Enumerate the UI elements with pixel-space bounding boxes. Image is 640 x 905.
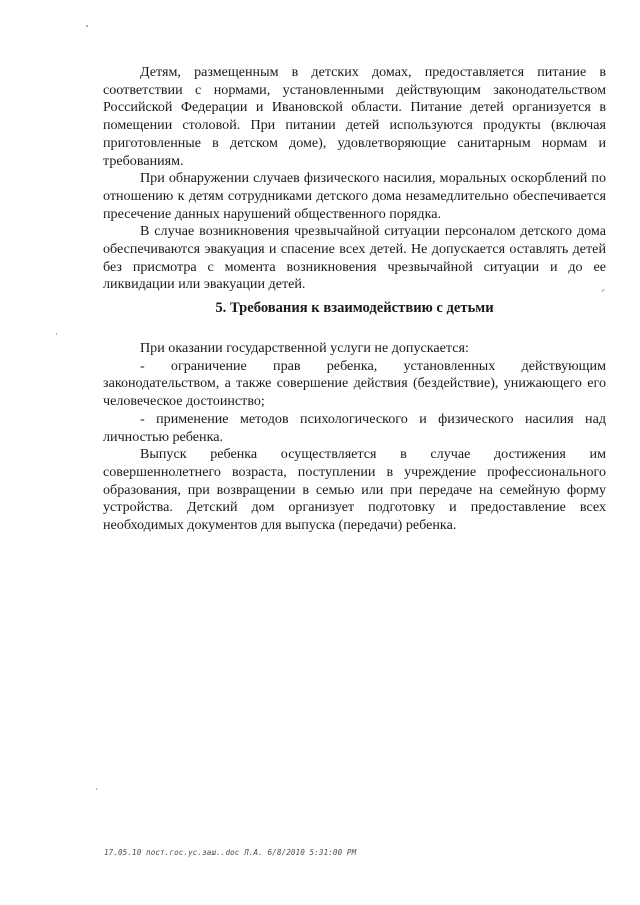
scan-speck xyxy=(56,333,57,335)
list-item-violence: - применение методов психологического и физического насилия над личностью ребенка. xyxy=(103,410,606,445)
scan-speck xyxy=(96,788,97,790)
section-body xyxy=(103,340,606,535)
paragraph-release: Выпуск ребенка осуществляется в случае достижения им совершеннолетнего возраста, поступлении в учреждение профессионального образования, при возвращении в семью или при передаче на семейную форму устройства. Детский дом организует подготовку и предоставление всех необходимых документов для выпуска (передачи) ребенка. xyxy=(103,446,606,534)
top-paragraphs xyxy=(103,64,606,294)
scan-speck xyxy=(86,25,88,27)
paragraph-nutrition: Детям, размещенным в детских домах, предоставляется питание в соответствии с нормами, установленными действующим законодательством Российской Федерации и Ивановской области. Питание детей организуется в помещении столовой. При питании детей используются продукты (включая приготовленные в детском доме), удовлетворяющие санитарным нормам и требованиям. xyxy=(103,64,606,169)
section-heading: 5. Требования к взаимодействию с детьми xyxy=(215,300,494,316)
section-intro: При оказании государственной услуги не допускается: xyxy=(140,340,469,356)
paragraph-emergency: В случае возникновения чрезвычайной ситуации персоналом детского дома обеспечиваются эвакуация и спасение всех детей. Не допускается оставлять детей без присмотра с момента возникновения чрезвычайной ситуации и до ее ликвидации или эвакуации детей. xyxy=(103,223,606,293)
footer-file-info: 17.05.10 пост.гос.ус.зaш..doc Л.А. 6/8/2010 5:31:00 PM xyxy=(104,848,357,857)
list-item-rights: - ограничение прав ребенка, установленных действующим законодательством, а также совершение действия (бездействие), унижающего его человеческое достоинство; xyxy=(103,357,606,410)
paragraph-violence: При обнаружении случаев физического насилия, моральных оскорблений по отношению к детям сотрудниками детского дома незамедлительно обеспечивается пресечение данных нарушений общественного порядка. xyxy=(103,170,606,222)
